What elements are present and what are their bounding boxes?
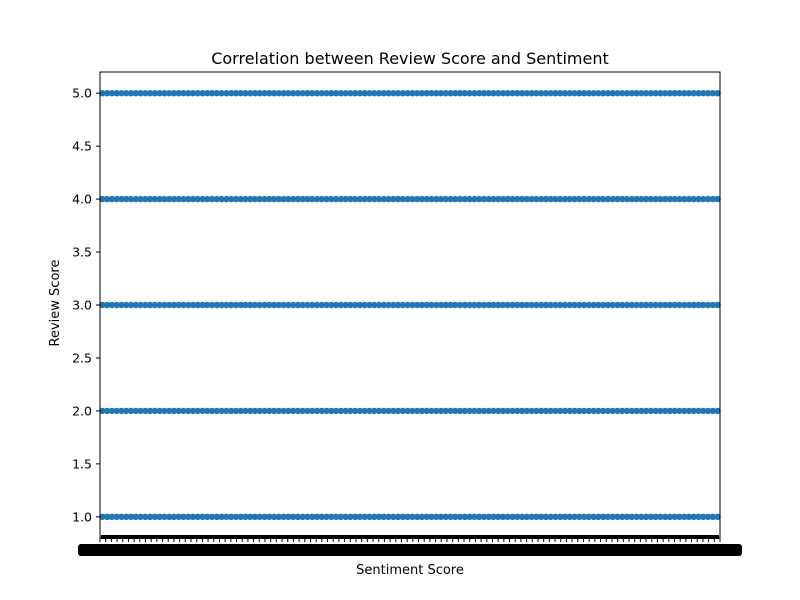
chart-title: Correlation between Review Score and Sentiment xyxy=(211,49,609,68)
y-tick-label: 2.0 xyxy=(72,403,92,419)
y-tick-label: 4.5 xyxy=(72,138,92,154)
y-tick-label: 5.0 xyxy=(72,85,92,101)
y-tick-label: 1.5 xyxy=(72,456,92,472)
y-tick-label: 4.0 xyxy=(72,191,92,207)
x-tick-labels-overlap xyxy=(78,544,742,556)
y-tick-label: 2.5 xyxy=(72,350,92,366)
y-tick-label: 1.0 xyxy=(72,509,92,525)
y-axis-label: Review Score xyxy=(48,259,63,347)
y-tick-label: 3.5 xyxy=(72,244,92,260)
x-axis-label: Sentiment Score xyxy=(356,563,464,578)
y-tick-label: 3.0 xyxy=(72,297,92,313)
